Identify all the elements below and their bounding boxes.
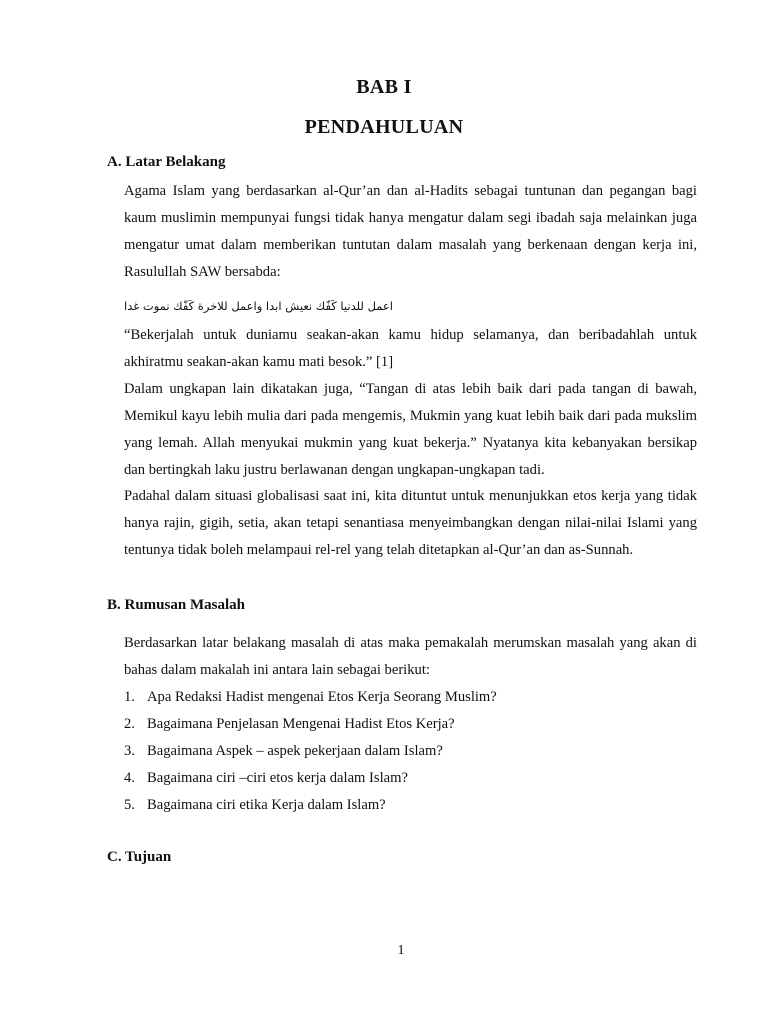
list-item-text: Bagaimana Aspek – aspek pekerjaan dalam Islam? bbox=[147, 743, 443, 759]
paragraph-intro: Agama Islam yang berdasarkan al-Qur’an dan al-Hadits sebagai tuntunan dan pegangan bagi kaum muslimin mempunyai fungsi tidak hanya mengatur dalam segi ibadah saja melainkan juga mengatur umat dalam memberikan tuntutan dalam masalah yang berkenaan dengan kerja ini, Rasulullah SAW bersabda: bbox=[124, 183, 697, 280]
list-item bbox=[124, 711, 697, 738]
section-a-heading: A. Latar Belakang bbox=[107, 154, 226, 170]
section-c-heading: C. Tujuan bbox=[107, 849, 172, 865]
paragraph-globalization: Padahal dalam situasi globalisasi saat ini, kita dituntut untuk menunjukkan etos kerja yang tidak hanya rajin, gigih, setia, akan tetapi senantiasa menyeimbangkan dengan nilai-nilai Islami yang tentunya tidak boleh melampaui rel-rel yang telah ditetapkan al-Qur’an dan as-Sunnah. bbox=[124, 488, 697, 558]
chapter-number: BAB I bbox=[356, 76, 412, 98]
arabic-quote-text: اعمل للدنيا كَفّك نعيش ابدا واعمل للاخرة كَفّك نموت غدا bbox=[124, 299, 393, 313]
list-item bbox=[124, 684, 697, 711]
list-item-number: 3. bbox=[124, 743, 135, 759]
list-item-number: 4. bbox=[124, 770, 135, 786]
problem-list bbox=[124, 684, 697, 819]
section-b-heading: B. Rumusan Masalah bbox=[107, 597, 245, 613]
list-item-number: 5. bbox=[124, 797, 135, 813]
list-item-text: Bagaimana ciri etika Kerja dalam Islam? bbox=[147, 797, 386, 813]
list-item-text: Bagaimana ciri –ciri etos kerja dalam Islam? bbox=[147, 770, 408, 786]
paragraph-hadith-translation: “Bekerjalah untuk duniamu seakan-akan kamu hidup selamanya, dan beribadahlah untuk akhiratmu seakan-akan kamu mati besok.” [1] bbox=[124, 327, 697, 370]
chapter-title: PENDAHULUAN bbox=[304, 116, 464, 138]
list-item bbox=[124, 738, 697, 765]
list-item-text: Bagaimana Penjelasan Mengenai Hadist Etos Kerja? bbox=[147, 716, 455, 732]
list-item-number: 2. bbox=[124, 716, 135, 732]
paragraph-problem-intro: Berdasarkan latar belakang masalah di atas maka pemakalah merumskan masalah yang akan di bahas dalam makalah ini antara lain sebagai berikut: bbox=[124, 635, 697, 678]
list-item bbox=[124, 765, 697, 792]
list-item-text: Apa Redaksi Hadist mengenai Etos Kerja Seorang Muslim? bbox=[147, 689, 497, 705]
page-number: 1 bbox=[397, 943, 405, 958]
list-item-number: 1. bbox=[124, 689, 135, 705]
paragraph-other-sayings: Dalam ungkapan lain dikatakan juga, “Tangan di atas lebih baik dari pada tangan di bawah, Memikul kayu lebih mulia dari pada mengemis, Mukmin yang kuat lebih baik dari pada mukslim yang lemah. Allah menyukai mukmin yang kuat bekerja.” Nyatanya kita kebanyakan bersikap dan bertingkah laku justru berlawanan dengan ungkapan-ungkapan tadi. bbox=[124, 381, 697, 478]
list-item bbox=[124, 792, 697, 819]
arabic-quote bbox=[124, 297, 424, 315]
